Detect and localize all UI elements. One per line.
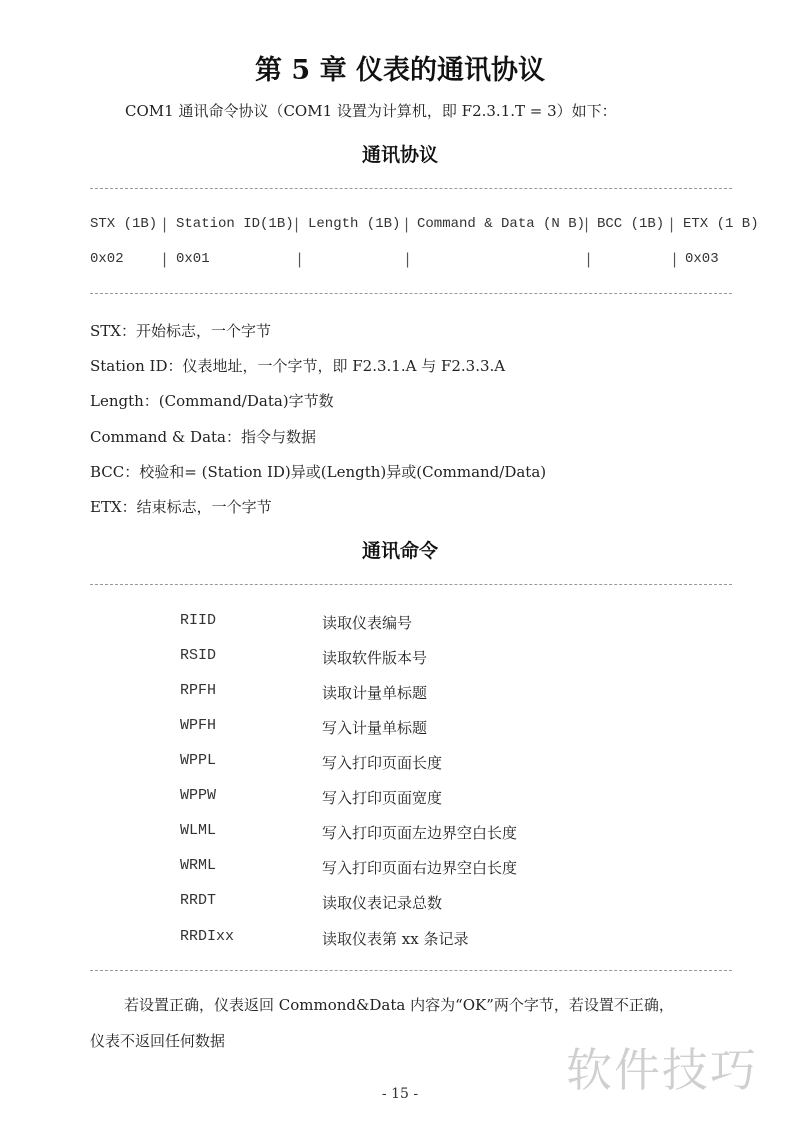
commands-title: 通讯命令: [361, 540, 438, 562]
command-desc: 写入打印页面长度: [322, 754, 443, 772]
separator: |: [405, 250, 411, 268]
command-code: RSID: [180, 647, 217, 664]
note-line-2: 仪表不返回任何数据: [90, 1032, 226, 1050]
header-station-id: Station ID(1B): [176, 216, 294, 232]
value-station-id: 0x01: [176, 251, 210, 267]
divider: [90, 584, 732, 585]
separator: |: [584, 215, 590, 233]
command-desc: 写入打印页面右边界空白长度: [322, 859, 518, 877]
command-desc: 读取仪表记录总数: [322, 894, 443, 912]
command-code: RRDT: [180, 892, 217, 909]
command-code: RRDIxx: [180, 928, 235, 945]
divider: [90, 970, 732, 971]
definition-line: Length：(Command/Data)字节数: [90, 392, 334, 410]
divider: [90, 188, 732, 189]
header-stx: STX (1B): [90, 216, 158, 232]
command-code: WPPW: [180, 787, 217, 804]
chapter-title: 第 5 章 仪表的通讯协议: [255, 55, 545, 86]
command-code: RIID: [180, 612, 217, 629]
command-desc: 写入打印页面宽度: [322, 789, 443, 807]
header-etx: ETX (1 B): [683, 216, 759, 232]
command-code: WRML: [180, 857, 217, 874]
separator: |: [162, 215, 168, 233]
command-desc: 读取软件版本号: [322, 649, 428, 667]
command-desc: 读取计量单标题: [322, 684, 428, 702]
command-desc: 读取仪表编号: [322, 614, 413, 632]
separator: |: [669, 215, 675, 233]
definition-line: Station ID：仪表地址，一个字节，即 F2.3.1.A 与 F2.3.3.A: [90, 357, 506, 375]
header-command-data: Command & Data (N B): [417, 216, 586, 232]
command-code: WPFH: [180, 717, 217, 734]
separator: |: [294, 215, 300, 233]
protocol-title: 通讯协议: [361, 144, 438, 166]
page-number: - 15 -: [381, 1086, 419, 1102]
definition-line: STX：开始标志，一个字节: [90, 322, 271, 340]
separator: |: [404, 215, 410, 233]
command-code: WLML: [180, 822, 217, 839]
command-desc: 写入计量单标题: [322, 719, 428, 737]
command-desc: 写入打印页面左边界空白长度: [322, 824, 518, 842]
command-desc: 读取仪表第 xx 条记录: [322, 930, 469, 948]
command-code: RPFH: [180, 682, 217, 699]
separator: |: [672, 250, 678, 268]
definition-line: Command & Data：指令与数据: [90, 428, 316, 446]
watermark-text: 软件技巧: [566, 1043, 758, 1097]
command-code: WPPL: [180, 752, 217, 769]
separator: |: [162, 250, 168, 268]
value-stx: 0x02: [90, 251, 124, 267]
definition-line: ETX：结束标志，一个字节: [90, 498, 272, 516]
separator: |: [297, 250, 303, 268]
note-line-1: 若设置正确，仪表返回 Commond&Data 内容为“OK”两个字节，若设置不正确，: [124, 996, 674, 1014]
header-bcc: BCC (1B): [597, 216, 665, 232]
header-length: Length (1B): [308, 216, 401, 232]
separator: |: [586, 250, 592, 268]
definition-line: BCC：校验和= (Station ID)异或(Length)异或(Command/Data): [90, 463, 547, 481]
divider: [90, 293, 732, 294]
value-etx: 0x03: [685, 251, 719, 267]
intro-text: COM1 通讯命令协议（COM1 设置为计算机，即 F2.3.1.T = 3）如下：: [125, 102, 617, 120]
